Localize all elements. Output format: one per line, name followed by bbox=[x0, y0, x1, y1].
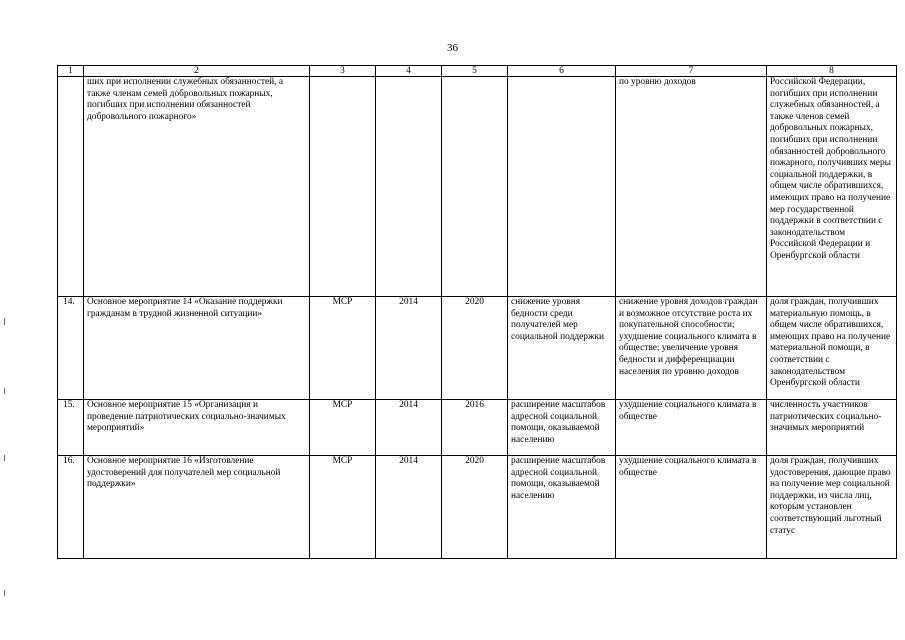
column-header: 7 bbox=[616, 66, 767, 77]
start-year: 2014 bbox=[376, 400, 442, 456]
indicator: численность участников патриотических социально-значимых мероприятий bbox=[767, 400, 897, 456]
column-header: 6 bbox=[508, 66, 616, 77]
measures-table bbox=[57, 65, 897, 559]
scan-margin-mark bbox=[4, 455, 5, 461]
executor: МСР bbox=[310, 456, 376, 559]
executor: МСР bbox=[310, 400, 376, 456]
executor bbox=[310, 77, 376, 297]
start-year bbox=[376, 77, 442, 297]
end-year bbox=[442, 77, 508, 297]
expected-result: снижение уровня бедности среди получателей мер социальной поддержки bbox=[508, 297, 616, 400]
scan-margin-mark bbox=[4, 590, 5, 596]
expected-result bbox=[508, 77, 616, 297]
column-number-row bbox=[58, 66, 897, 77]
measure-name: Основное мероприятие 14 «Оказание поддержки гражданам в трудной жизненной ситуации» bbox=[84, 297, 310, 400]
indicator: доля граждан, получивших удостоверения, дающие право на получение мер социальной поддержки, из числа лиц, которым установлен соответствующий льготный статус bbox=[767, 456, 897, 559]
consequences: по уровню доходов bbox=[616, 77, 767, 297]
expected-result: расширение масштабов адресной социальной помощи, оказываемой населению bbox=[508, 400, 616, 456]
column-header: 1 bbox=[58, 66, 84, 77]
consequences: ухудшение социального климата в обществе bbox=[616, 456, 767, 559]
indicator: Российской Федерации, погибших при исполнении служебных обязанностей, а также членов семей добровольных пожарных, погибших при исполнении обязанностей добровольного пожарного, получивших меры социальной поддержки, в общем числе обратившихся, имеющих право на получение мер государственной поддержки в соответствии с законодательством Российской Федерации и Оренбургской области bbox=[767, 77, 897, 297]
measure-name: Основное мероприятие 16 «Изготовление удостоверений для получателей мер социальной поддержки» bbox=[84, 456, 310, 559]
table-row bbox=[58, 77, 897, 297]
indicator: доля граждан, получивших материальную помощь, в общем числе обратившихся, имеющих право на получение материальной помощи, в соответствии с законодательством Оренбургской области bbox=[767, 297, 897, 400]
executor: МСР bbox=[310, 297, 376, 400]
measure-name: Основное мероприятие 15 «Организация и проведение патриотических социально-значимых мероприятий» bbox=[84, 400, 310, 456]
row-number: 14. bbox=[58, 297, 84, 400]
start-year: 2014 bbox=[376, 456, 442, 559]
column-header: 5 bbox=[442, 66, 508, 77]
page-number: 36 bbox=[447, 42, 458, 54]
table-row bbox=[58, 400, 897, 456]
column-header: 2 bbox=[84, 66, 310, 77]
table-row bbox=[58, 297, 897, 400]
consequences: снижение уровня доходов граждан и возможное отсутствие роста их покупательной способности; ухудшение социального климата в обществе; увеличение уровня бедности и дифференциации населения по уровню доходов bbox=[616, 297, 767, 400]
start-year: 2014 bbox=[376, 297, 442, 400]
row-number: 15. bbox=[58, 400, 84, 456]
measure-name: ших при исполнении служебных обязанностей, а также членам семей добровольных пожарных, погибших при исполнении обязанностей добровольного пожарного» bbox=[84, 77, 310, 297]
consequences: ухудшение социального климата в обществе bbox=[616, 400, 767, 456]
end-year: 2020 bbox=[442, 456, 508, 559]
scan-margin-mark bbox=[4, 388, 5, 394]
column-header: 8 bbox=[767, 66, 897, 77]
row-number bbox=[58, 77, 84, 297]
column-header: 4 bbox=[376, 66, 442, 77]
column-header: 3 bbox=[310, 66, 376, 77]
row-number: 16. bbox=[58, 456, 84, 559]
end-year: 2020 bbox=[442, 297, 508, 400]
scan-margin-mark bbox=[4, 318, 5, 325]
table-row bbox=[58, 456, 897, 559]
end-year: 2016 bbox=[442, 400, 508, 456]
expected-result: расширение масштабов адресной социальной помощи, оказываемой населению bbox=[508, 456, 616, 559]
